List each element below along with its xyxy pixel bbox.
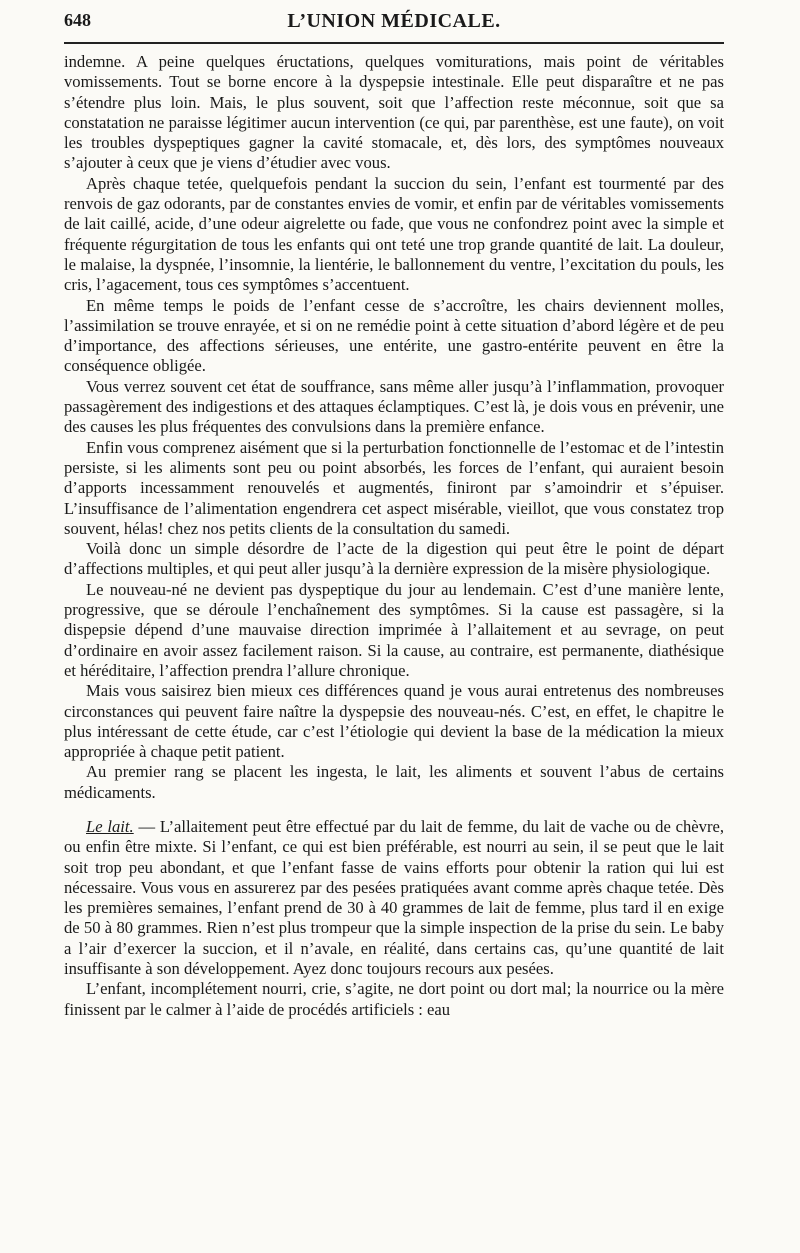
section-text: — L’allaitement peut être effectué par du lait de femme, du lait de vache ou de chèvre, ou enfin être mixte. Si l’enfant, ce qui est bien préférable, est nourri au sein, il se peut que le lait soit trop peu abondant, et que l’enfant fasse de vains efforts pour obtenir la ration qui lui est nécessaire. Vous vous en assurerez par des pesées pratiquées avant comme après chaque tetée. Dès les premières semaines, l’enfant prend de 30 à 40 grammes de lait de femme, plus tard il en exige de 50 à 80 grammes. Rien n’est plus trompeur que la simple inspection de la prise du sein. Le baby a l’air d’exercer la succion, et il n’avale, en réalité, dans certains cas, qu’une quantité de lait insuffisante à son développement. Ayez donc toujours recours aux pesées.	[64, 816, 724, 979]
paragraph: Le nouveau-né ne devient pas dyspeptique du jour au lendemain. C’est d’une manière lente, progressive, que se déroule l’enchaînement des symptômes. Si la cause est passagère, si la dispepsie dépend d’une mauvaise direction imprimée à l’allaitement et au sevrage, on peut d’ordinaire en avoir assez facilement raison. Si la cause, au contraire, est permanente, diathésique et héréditaire, l’affection prendra l’allure chronique.	[64, 579, 724, 680]
section-gap	[64, 803, 724, 817]
paragraph: Au premier rang se placent les ingesta, le lait, les aliments et souvent l’abus de certains médicaments.	[64, 762, 724, 802]
section-paragraph	[64, 817, 724, 979]
paragraph: Après chaque tetée, quelquefois pendant la succion du sein, l’enfant est tourmenté par des renvois de gaz odorants, par de constantes envies de vomir, et enfin par de véritables vomissements de lait caillé, acide, d’une odeur aigrelette ou fade, que vous ne confondrez point avec la simple et fréquente régurgitation de tous les enfants qui ont teté une trop grande quantité de lait. La douleur, le malaise, la dyspnée, l’insomnie, la lientérie, le ballonnement du ventre, l’excitation du pouls, les cris, l’agacement, tous ces symptômes s’accentuent.	[64, 173, 724, 295]
paragraph: Enfin vous comprenez aisément que si la perturbation fonctionnelle de l’estomac et de l’intestin persiste, si les aliments sont peu ou point absorbés, les forces de l’enfant, qui auraient besoin d’apports incessamment renouvelés et augmentés, finiront par s’amoindrir et s’épuiser. L’insuffisance de l’alimentation engendrera cet aspect misérable, vieillot, que vous constatez trop souvent, hélas! chez nos petits clients de la consultation du samedi.	[64, 437, 724, 538]
paragraph: Voilà donc un simple désordre de l’acte de la digestion qui peut être le point de départ d’affections multiples, et qui peut aller jusqu’à la dernière expression de la misère physiologique.	[64, 539, 724, 579]
page-number: 648	[64, 10, 91, 30]
paragraph: L’enfant, incomplétement nourri, crie, s’agite, ne dort point ou dort mal; la nourrice ou la mère finissent par le calmer à l’aide de procédés artificiels : eau	[64, 979, 724, 1019]
paragraph: Mais vous saisirez bien mieux ces différences quand je vous aurai entretenus des nombreuses circonstances qui peuvent faire naître la dyspepsie des nouveau-nés. C’est, en effet, le chapitre le plus intéressant de cette étude, car c’est l’étiologie qui devient la base de la médication la mieux appropriée à chaque petit patient.	[64, 681, 724, 762]
section-lead: Le lait.	[86, 816, 134, 836]
page-header	[64, 10, 724, 38]
paragraph: En même temps le poids de l’enfant cesse de s’accroître, les chairs deviennent molles, l’assimilation se trouve enrayée, et si on ne remédie point à cette situation d’abord légère et de peu d’importance, des affections sérieuses, une entérite, une gastro-entérite peuvent en être la conséquence obligée.	[64, 295, 724, 376]
body-text	[64, 52, 724, 1020]
paragraph: indemne. A peine quelques éructations, quelques vomiturations, mais point de véritables vomissements. Tout se borne encore à la dyspepsie intestinale. Elle peut disparaître et ne pas s’étendre plus loin. Mais, le plus souvent, soit que l’affection reste méconnue, soit que sa constatation ne paraisse légitimer aucun intervention (ce qui, par parenthèse, est une faute), on voit les troubles dyspeptiques gagner la cavité stomacale, et, dès lors, des symptômes nouveaux s’ajouter à ceux que je viens d’étudier avec vous.	[64, 52, 724, 173]
paragraph: Vous verrez souvent cet état de souffrance, sans même aller jusqu’à l’inflammation, provoquer passagèrement des indigestions et des attaques éclamptiques. C’est là, je dois vous en prévenir, une des causes les plus fréquentes des convulsions dans la première enfance.	[64, 376, 724, 437]
header-rule	[64, 42, 724, 44]
running-title: L’UNION MÉDICALE.	[287, 10, 501, 32]
